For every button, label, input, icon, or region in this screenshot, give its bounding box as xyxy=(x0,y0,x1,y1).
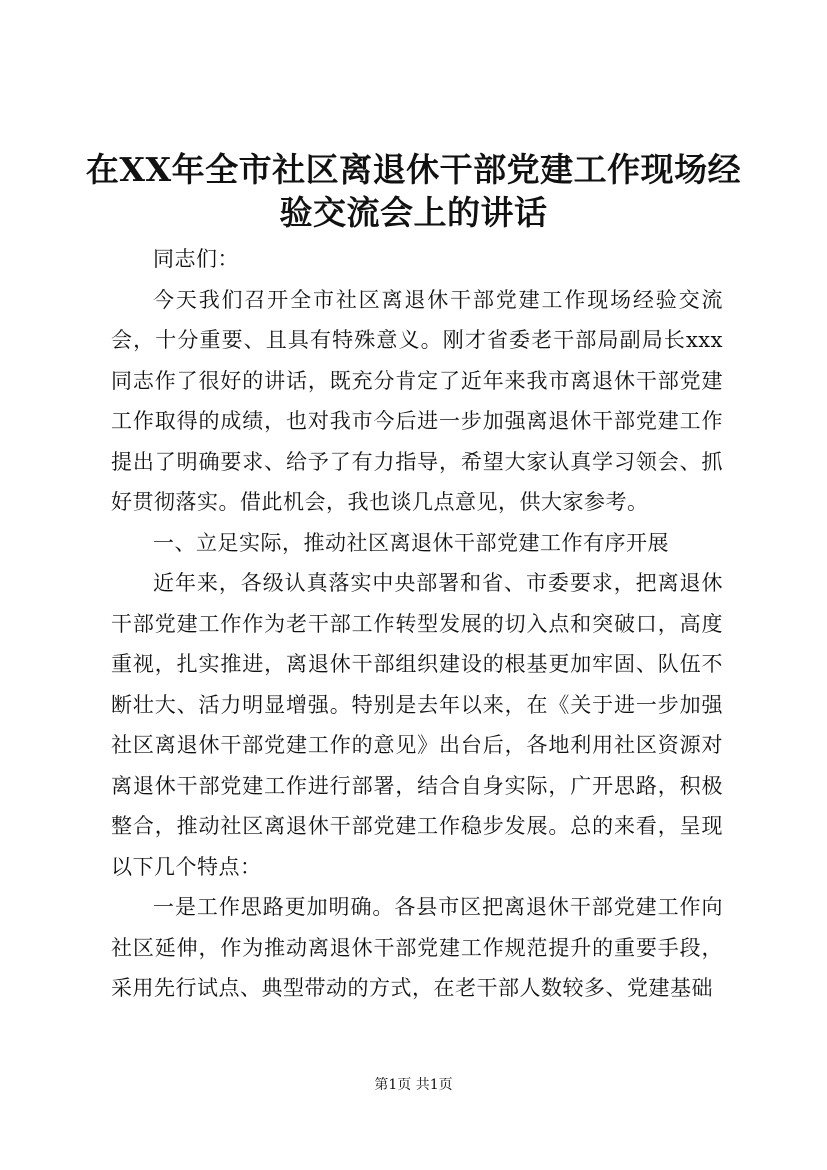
title-line-1: 在XX年全市社区离退休干部党建工作现场经 xyxy=(85,150,742,189)
paragraph-point-1: 一是工作思路更加明确。各县市区把离退休干部党建工作向社区延伸，作为推动离退休干部党建工作规范提升的重要手段，采用先行试点、典型带动的方式，在老干部人数较多、党建基础 xyxy=(111,895,723,1000)
page-footer: 第1页 共1页 xyxy=(374,1077,453,1093)
section-heading-1: 一、立足实际，推动社区离退休干部党建工作有序开展 xyxy=(153,530,669,555)
paragraph-intro: 今天我们召开全市社区离退休干部党建工作现场经验交流会，十分重要、且具有特殊意义。刚才省委老干部局副局长xxx同志作了很好的讲话，既充分肯定了近年来我市离退休干部党建工作取得的成绩，也对我市今后进一步加强离退休干部党建工作提出了明确要求、给予了有力指导，希望大家认真学习领会、抓好贯彻落实。借此机会，我也谈几点意见，供大家参考。 xyxy=(111,287,723,514)
document-title xyxy=(80,148,747,234)
title-line-2: 验交流会上的讲话 xyxy=(279,193,548,232)
document-body xyxy=(111,239,723,1009)
salutation: 同志们： xyxy=(153,247,239,271)
paragraph-overview: 近年来，各级认真落实中央部署和省、市委要求，把离退休干部党建工作作为老干部工作转型发展的切入点和突破口，高度重视，扎实推进，离退休干部组织建设的根基更加牢固、队伍不断壮大、活力明显增强。特别是去年以来，在《关于进一步加强社区离退休干部党建工作的意见》出台后，各地利用社区资源对离退休干部党建工作进行部署，结合自身实际，广开思路，积极整合，推动社区离退休干部党建工作稳步发展。总的来看，呈现以下几个特点： xyxy=(111,571,723,879)
